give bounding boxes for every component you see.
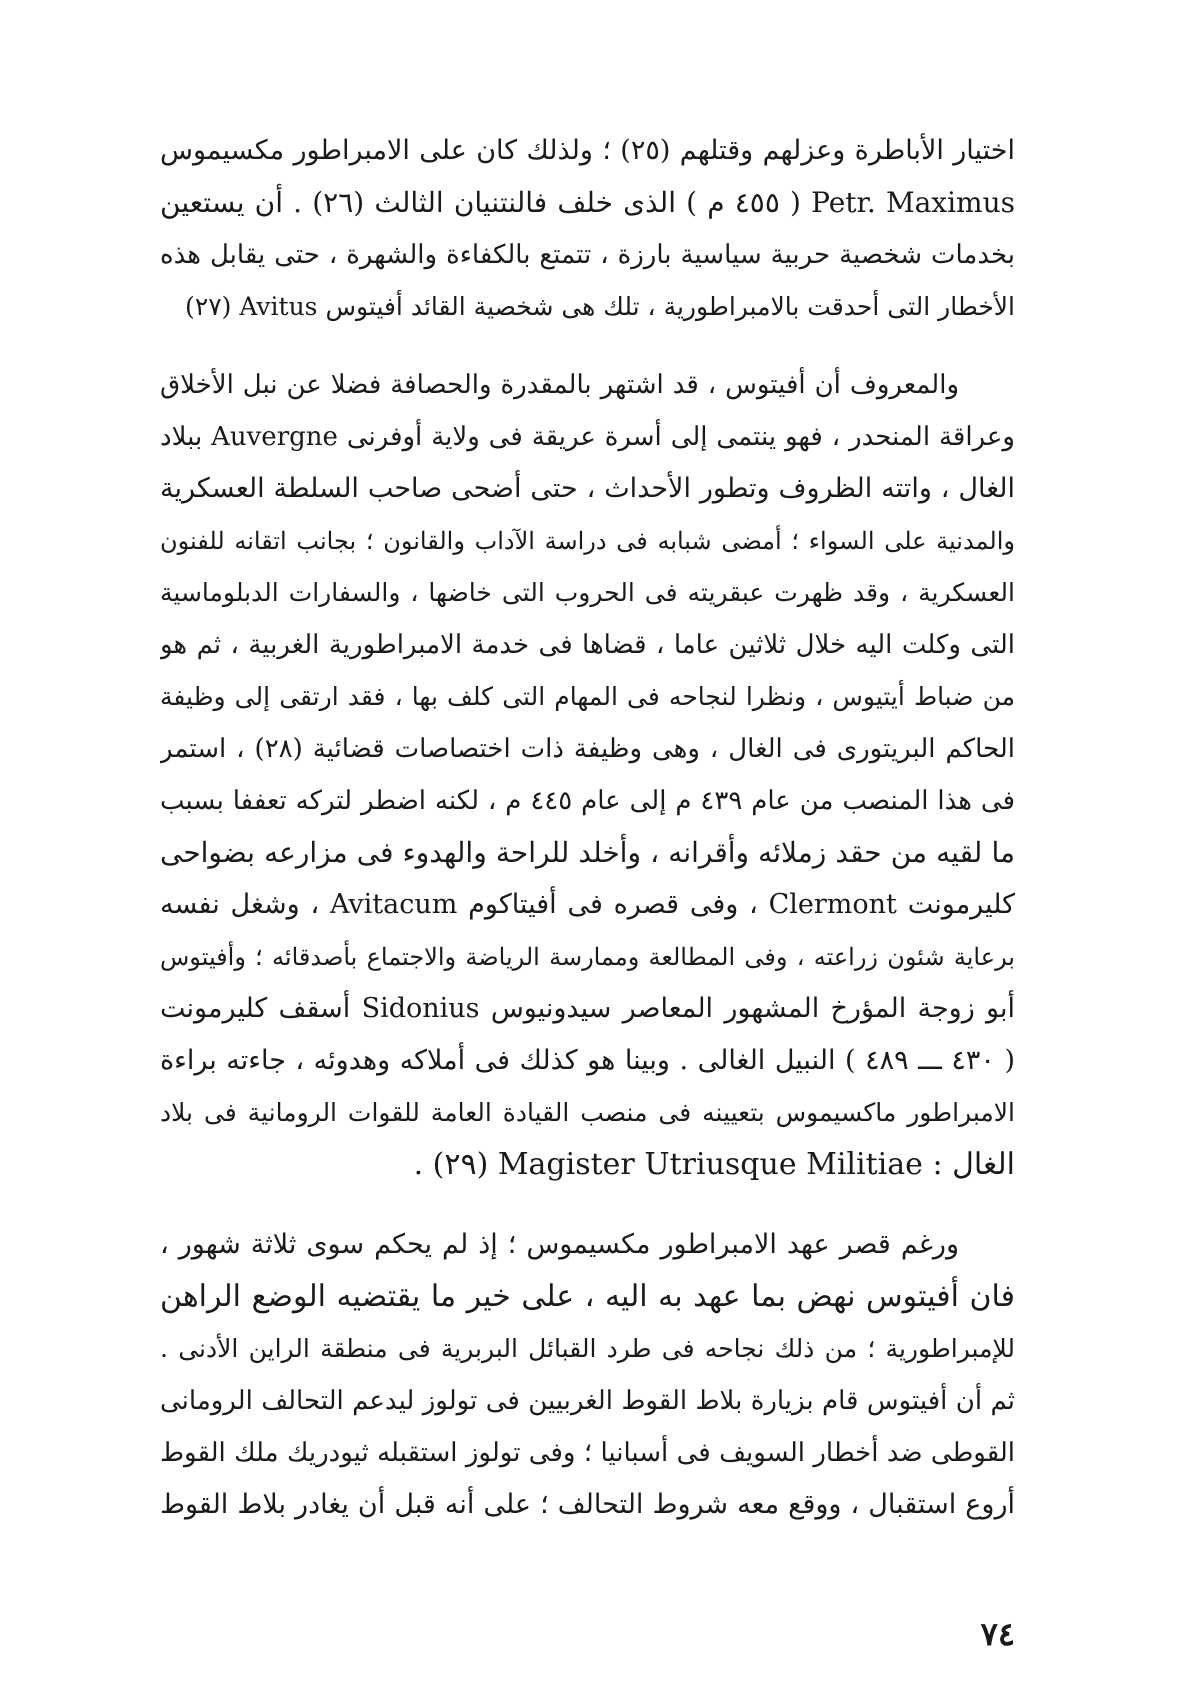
text-line: من ضباط أيتيوس ، ونظرا لنجاحه فى المهام التى كلف بها ، فقد ارتقى إلى وظيفة — [160, 682, 1015, 711]
text-line: الغال : Magister Utriusque Militiae (٢٩) . — [413, 1147, 1015, 1182]
text-line: القوطى ضد أخطار السويف فى أسبانيا ؛ وفى تولوز استقبله ثيودريك ملك القوط — [160, 1438, 1015, 1468]
text-line: اختيار الأباطرة وعزلهم وقتلهم (٢٥) ؛ ولذلك كان على الامبراطور مكسيموس — [160, 135, 1015, 166]
text-line: الأخطار التى أحدقت بالامبراطورية ، تلك هى شخصية القائد أفيتوس Avitus (٢٧) — [185, 292, 1015, 321]
text-line: برعاية شئون زراعته ، وفى المطالعة وممارسة الرياضة والاجتماع بأصدقائه ؛ وأفيتوس — [160, 943, 1015, 971]
page-body — [160, 125, 1015, 1531]
text-line: فى هذا المنصب من عام ٤٣٩ م إلى عام ٤٤٥ م ، لكنه اضطر لتركه تعففا بسبب — [160, 786, 1015, 816]
text-line: ثم أن أفيتوس قام بزيارة بلاط القوط الغربيين فى تولوز ليدعم التحالف الرومانى — [160, 1386, 1015, 1416]
paragraph-1 — [160, 125, 1015, 333]
paragraph-2 — [160, 359, 1015, 1191]
text-line: الامبراطور ماكسيموس بتعيينه فى منصب القيادة العامة للقوات الرومانية فى بلاد — [160, 1098, 1015, 1127]
text-line: ( ٤٣٠ ـــ ٤٨٩ ) النبيل الغالى . وبينا هو كذلك فى أملاكه وهدوئه ، جاءته براءة — [160, 1045, 1015, 1076]
text-line: Petr. Maximus ( ٤٥٥ م ) الذى خلف فالنتنيان الثالث (٢٦) . أن يستعين — [160, 186, 1015, 219]
text-line: والمدنية على السواء ؛ أمضى شبابه فى دراسة الآداب والقانون ؛ بجانب اتقانه للفنون — [160, 527, 1015, 555]
text-line: الحاكم البريتورى فى الغال ، وهى وظيفة ذات اختصاصات قضائية (٢٨) ، استمر — [160, 734, 1015, 764]
text-line: التى وكلت اليه خلال ثلاثين عاما ، قضاها فى خدمة الامبراطورية الغربية ، ثم هو — [160, 630, 1015, 660]
text-line: ما لقيه من حقد زملائه وأقرانه ، وأخلد للراحة والهدوء فى مزارعه بضواحى — [160, 836, 1015, 869]
paragraph-3 — [160, 1219, 1015, 1531]
text-line: والمعروف أن أفيتوس ، قد اشتهر بالمقدرة والحصافة فضلا عن نبل الأخلاق — [160, 370, 959, 400]
text-line: أبو زوجة المؤرخ المشهور المعاصر سيدونيوس Sidonius أسقف كليرمونت — [160, 993, 1015, 1024]
text-line: وعراقة المنحدر ، فهو ينتمى إلى أسرة عريقة فى ولاية أوفرنى Auvergne ببلاد — [160, 422, 1015, 452]
text-line: فان أفيتوس نهض بما عهد به اليه ، على خير ما يقتضيه الوضع الراهن — [160, 1279, 1015, 1314]
text-line: للإمبراطورية ؛ من ذلك نجاحه فى طرد القبائل البربرية فى منطقة الراين الأدنى . — [160, 1334, 1015, 1363]
text-line: الغال ، واتته الظروف وتطور الأحداث ، حتى أضحى صاحب السلطة العسكرية — [160, 473, 1015, 504]
paragraph-gap — [160, 333, 1015, 359]
paragraph-gap — [160, 1191, 1015, 1219]
text-line: بخدمات شخصية حربية سياسية بارزة ، تتمتع بالكفاءة والشهرة ، حتى يقابل هذه — [160, 240, 1015, 270]
page-number: ٧٤ — [980, 1615, 1015, 1653]
text-line: كليرمونت Clermont ، وفى قصره فى أفيتاكوم Avitacum ، وشغل نفسه — [160, 889, 1015, 920]
text-line: ورغم قصر عهد الامبراطور مكسيموس ؛ إذ لم يحكم سوى ثلاثة شهور ، — [160, 1229, 959, 1260]
text-line: العسكرية ، وقد ظهرت عبقريته فى الحروب التى خاضها ، والسفارات الدبلوماسية — [160, 578, 1015, 607]
text-line: أروع استقبال ، ووقع معه شروط التحالف ؛ على أنه قبل أن يغادر بلاط القوط — [160, 1489, 1015, 1520]
